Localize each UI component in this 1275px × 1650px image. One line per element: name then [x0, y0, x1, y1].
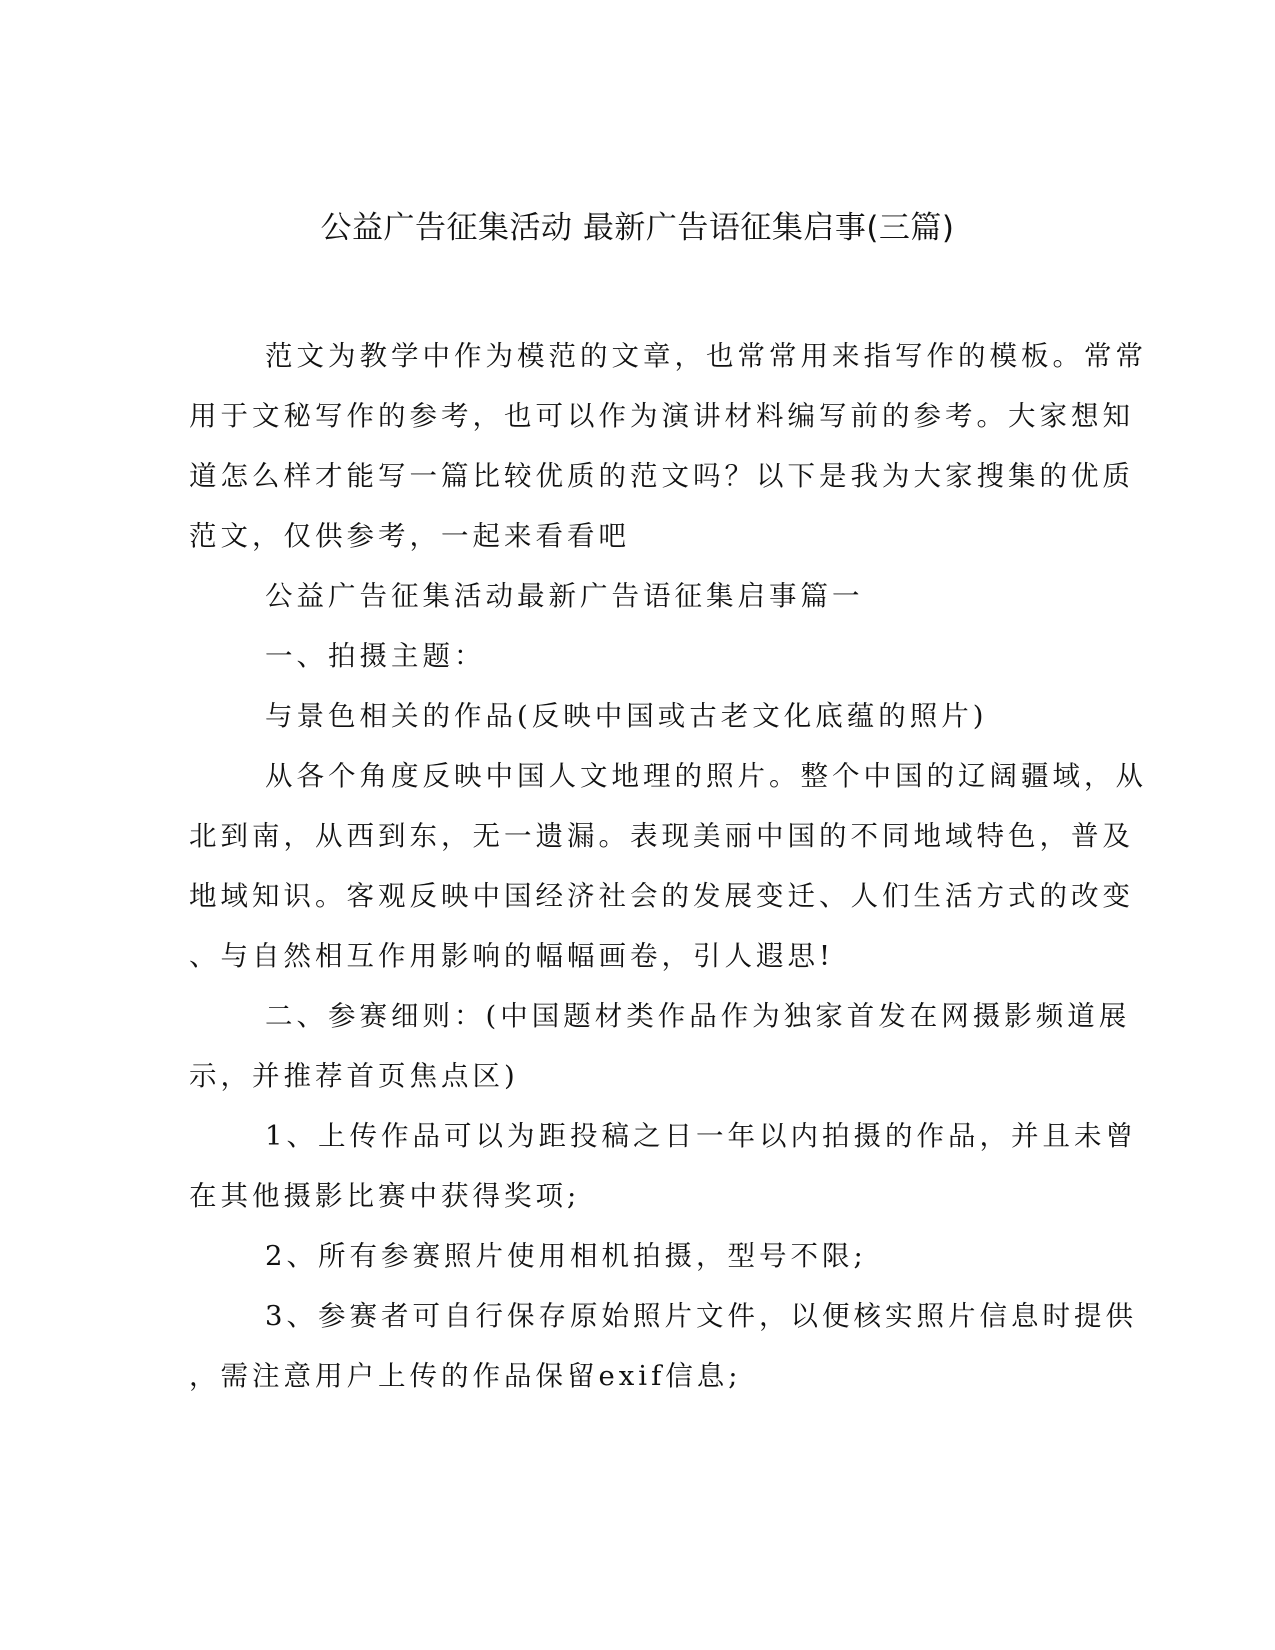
text-line: 道怎么样才能写一篇比较优质的范文吗？以下是我为大家搜集的优质: [189, 460, 1134, 492]
text-line: 、与自然相互作用影响的幅幅画卷，引人遐思!: [189, 940, 835, 972]
text-line: 3、参赛者可自行保存原始照片文件，以便核实照片信息时提供: [265, 1300, 1137, 1332]
text-line: 北到南，从西到东，无一遗漏。表现美丽中国的不同地域特色，普及: [189, 820, 1134, 852]
document-body: [189, 326, 1147, 1406]
text-line: 二、参赛细则：(中国题材类作品作为独家首发在网摄影频道展: [265, 1000, 1131, 1032]
rule-item-2: [189, 1226, 1085, 1286]
document-title: 公益广告征集活动 最新广告语征集启事(三篇): [320, 210, 955, 246]
paragraph-geography: [189, 746, 1147, 986]
text-line: 与景色相关的作品(反映中国或古老文化底蕴的照片): [265, 700, 988, 732]
section-heading: [189, 566, 1085, 626]
text-line: 一、拍摄主题：: [265, 640, 486, 672]
text-line: 范文为教学中作为模范的文章，也常常用来指写作的模板。常常: [265, 340, 1147, 372]
text-line: 2、所有参赛照片使用相机拍摄，型号不限;: [265, 1240, 867, 1272]
text-line: 公益广告征集活动最新广告语征集启事篇一: [265, 580, 864, 612]
subheading-theme: [189, 626, 1085, 686]
rule-item-1: [189, 1106, 1137, 1226]
paragraph-intro: [189, 326, 1147, 566]
text-line: 地域知识。客观反映中国经济社会的发展变迁、人们生活方式的改变: [189, 880, 1134, 912]
text-line: 范文，仅供参考，一起来看看吧: [189, 520, 630, 552]
subheading-rules: [189, 986, 1131, 1106]
text-line: ，需注意用户上传的作品保留exif信息;: [189, 1360, 742, 1392]
text-line: 从各个角度反映中国人文地理的照片。整个中国的辽阔疆域，从: [265, 760, 1147, 792]
text-line: 在其他摄影比赛中获得奖项;: [189, 1180, 581, 1212]
text-line: 1、上传作品可以为距投稿之日一年以内拍摄的作品，并且未曾: [265, 1120, 1137, 1152]
paragraph-theme-desc: [189, 686, 1085, 746]
text-line: 示，并推荐首页焦点区): [189, 1060, 519, 1092]
text-line: 用于文秘写作的参考，也可以作为演讲材料编写前的参考。大家想知: [189, 400, 1134, 432]
rule-item-3: [189, 1286, 1137, 1406]
